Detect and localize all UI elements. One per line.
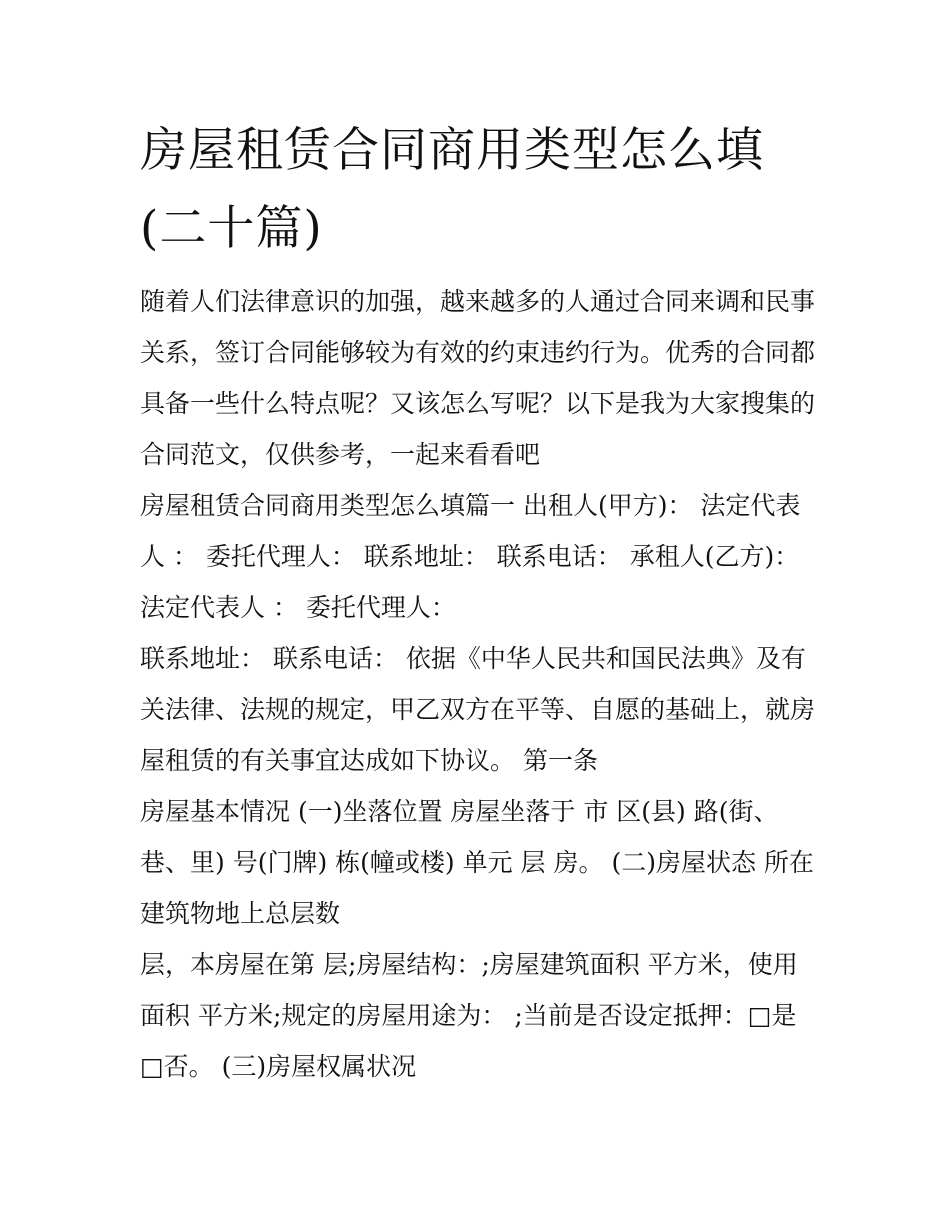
body-line: 具备一些什么特点呢？又该怎么写呢？以下是我为大家搜集的 [140,389,816,418]
body-line: 关法律、法规的规定，甲乙双方在平等、自愿的基础上，就房 [140,695,816,724]
body-line: 随着人们法律意识的加强，越来越多的人通过合同来调和民事 [140,287,816,316]
title-line: 房屋租赁合同商用类型怎么填 [140,123,764,178]
body-line: 层，本房屋在第 层;房屋结构：;房屋建筑面积 平方米，使用 [140,950,798,979]
body-line: 人 ： 委托代理人： 联系地址： 联系电话： 承租人(乙方)： [140,542,800,571]
body-line: 建筑物地上总层数 [140,899,341,928]
body-line: □否。 (三)房屋权属状况 [140,1052,417,1081]
document-title [140,112,820,268]
body-line: 面积 平方米;规定的房屋用途为： ;当前是否设定抵押：□是 [140,1001,797,1030]
body-line: 屋租赁的有关事宜达成如下协议。 第一条 [140,746,598,775]
body-line: 房屋租赁合同商用类型怎么填篇一 出租人(甲方)： 法定代表 [140,491,801,520]
body-line: 联系地址： 联系电话： 依据《中华人民共和国民法典》及有 [140,644,806,673]
body-line: 巷、里) 号(门牌) 栋(幢或楼) 单元 层 房。 (二)房屋状态 所在 [140,848,814,877]
body-line: 房屋基本情况 (一)坐落位置 房屋坐落于 市 区(县) 路(街、 [140,797,779,826]
document-body [140,276,830,1092]
body-line: 关系，签订合同能够较为有效的约束违约行为。优秀的合同都 [140,338,816,367]
body-line: 法定代表人 ： 委托代理人： [140,593,456,622]
body-line: 合同范文，仅供参考，一起来看看吧 [140,440,541,469]
title-line: (二十篇) [140,201,323,256]
